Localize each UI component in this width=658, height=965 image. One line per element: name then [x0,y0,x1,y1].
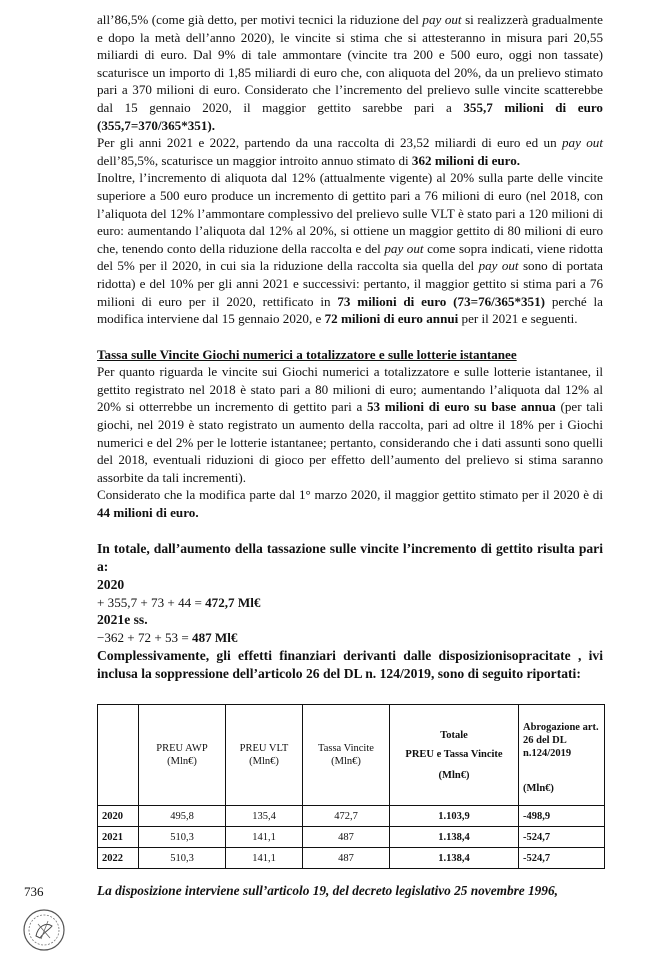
cell-tassa: 487 [303,827,390,848]
header-preu-vlt: PREU VLT (Mln€) [226,705,303,806]
header-empty [98,705,139,806]
text-italic: pay out [561,135,603,151]
text: all’86,5% (come già detto, per motivi tecnici la riduzione del [97,12,423,27]
document-body [97,11,603,683]
financial-effects-table [97,704,605,869]
cell-abrog: -498,9 [519,806,605,827]
text: Per quanto riguarda le vincite sui Giochi numerici a totalizzatore e sulle lotterie istantanee, il gettito registrato nel 2018 è stato pari a 80 milioni di euro; aumentando l’aliquota dal 12% al 20% si otterrebbe un incremento di gettito pari a [97,364,603,415]
cell-abrog: -524,7 [519,827,605,848]
header-totale-line3: (Mln€) [438,769,470,781]
table-row [98,848,605,869]
text-bold: 362 milioni di euro. [411,152,521,168]
text: (per tali giochi, nel 2019 è stato registrato un aumento della raccolta, pari ad oltre il 18% per i Giochi numerici e del 2% per le lotterie istantanee; pertanto, considerando che i dati assunti sono quelli del 2018, eventuali riduzioni di gioco per effetto dell’aumento del prelievo si stima saranno assorbite da tali incrementi). [97,399,603,485]
section-title: Tassa sulle Vincite Giochi numerici a totalizzatore e sulle lotterie istantanee [97,346,517,362]
header-abrogazione-line1: Abrogazione art. 26 del DL n.124/2019 [523,722,599,759]
header-totale-line1: Totale [440,729,468,741]
text: Inoltre, l’incremento di aliquota dal 12% (attualmente vigente) al 20% sulla parte delle vincite superiore a 500 euro produce un incremento di gettito pari a 76 milioni di euro (nel 2018, con l’aliquota del 12% l’ammontare complessivo del prelievo sulle VLT è stato pari a 120 milioni di euro: aumentando l’aliquota dal 12% al 20%, si ottiene un maggior gettito di 80 milioni di euro che, tenendo conto della riduzione della raccolta e del [97,170,603,256]
year-2021-label: 2021e ss. [97,612,148,628]
year-2021-calc [97,629,603,647]
text: −362 + 72 + 53 = [97,630,193,646]
cell-year: 2021 [98,827,139,848]
header-totale [390,705,519,806]
paragraph-5 [97,486,603,521]
cell-totale: 1.138,4 [390,827,519,848]
header-preu-awp: PREU AWP (Mln€) [139,705,226,806]
header-tassa-vincite: Tassa Vincite (Mln€) [303,705,390,806]
spacer [97,328,603,346]
text: per il 2021 e seguenti. [458,311,578,327]
text: si realizzerà gradualmente e dopo la metà dell’anno 2020), le vincite si stima che si attesteranno in misura pari 20,55 miliardi di euro. Dal 9% di tale ammontare (vincite tra 200 e 500 euro, oggi non tassate) scaturisce un importo di 1,85 miliardi di euro che, con aliquota del 20%, da un prelievo stimato pari a 370 milioni di euro. Considerato che l’incremento del prelievo sulle vincite scatterebbe dal 15 gennaio 2020, il maggior gettito sarebbe pari a [97,12,603,115]
cell-tassa: 487 [303,848,390,869]
totals-intro: In totale, dall’aumento della tassazione sulle vincite l’incremento di gettito risulta pari a: [97,540,603,574]
page-number: 736 [24,884,44,899]
cell-vlt: 141,1 [226,827,303,848]
text-bold: 53 milioni di euro su base annua [366,399,556,415]
text: Per gli anni 2021 e 2022, partendo da una raccolta di 23,52 miliardi di euro ed un [97,135,562,151]
cell-year: 2022 [98,848,139,869]
text-italic: pay out [384,240,424,256]
table-row [98,827,605,848]
text-bold: 472,7 Ml€ [205,594,261,610]
text: sono di portata ridotta) e del 10% per gli anni 2021 e successivi: pertanto, il maggior gettito si stima pari a 76 milioni di euro per il 2020, rettificato in [97,258,603,309]
cell-awp: 510,3 [139,848,226,869]
spacer [97,522,603,540]
cell-vlt: 135,4 [226,806,303,827]
paragraph-3 [97,169,603,327]
paragraph-1 [97,11,603,134]
text-bold: 72 milioni di euro annui [324,311,459,327]
text-bold: 44 milioni di euro. [97,505,199,521]
table-row [98,806,605,827]
text: come sopra indicati, viene ridotta del 5% per il 2020, in cui sia la riduzione della raccolta sia quella del [97,240,603,274]
cell-year: 2020 [98,806,139,827]
text: dell’85,5%, scaturisce un maggior introito annuo stimato di [97,152,412,168]
cell-totale: 1.138,4 [390,848,519,869]
text: Considerato che la modifica parte dal 1° marzo 2020, il maggior gettito stimato per il 2020 è di [97,487,603,503]
header-abrogazione-line2: (Mln€) [523,783,554,794]
paragraph-2 [97,134,603,169]
text: perché la modifica interviene dal 15 gennaio 2020, e [97,293,603,327]
table-header-row [98,705,605,806]
cell-vlt: 141,1 [226,848,303,869]
text: + 355,7 + 73 + 44 = [97,594,206,610]
footer-text: La disposizione interviene sull’articolo 19, del decreto legislativo 25 novembre 1996, [97,883,558,898]
header-totale-line2: PREU e Tassa Vincite [405,748,503,760]
cell-awp: 510,3 [139,827,226,848]
stamp-seal-icon [22,908,66,952]
summary-paragraph: Complessivamente, gli effetti finanziari derivanti dalle disposizionisopracitate , ivi inclusa la soppressione dell’articolo 26 del DL n. 124/2019, sono di seguito riportati: [97,647,603,681]
cell-totale: 1.103,9 [390,806,519,827]
cell-abrog: -524,7 [519,848,605,869]
text-italic: pay out [422,12,462,27]
year-2020-label: 2020 [97,576,125,592]
year-2020-calc [97,594,603,612]
text-bold: 73 milioni di euro (73=76/365*351) [337,293,546,309]
text-italic: pay out [478,258,519,274]
cell-tassa: 472,7 [303,806,390,827]
text-bold: 487 Ml€ [192,630,238,646]
text-bold: 355,7 milioni di euro (355,7=370/365*351). [97,99,603,133]
header-abrogazione [519,705,605,806]
paragraph-4 [97,363,603,486]
cell-awp: 495,8 [139,806,226,827]
